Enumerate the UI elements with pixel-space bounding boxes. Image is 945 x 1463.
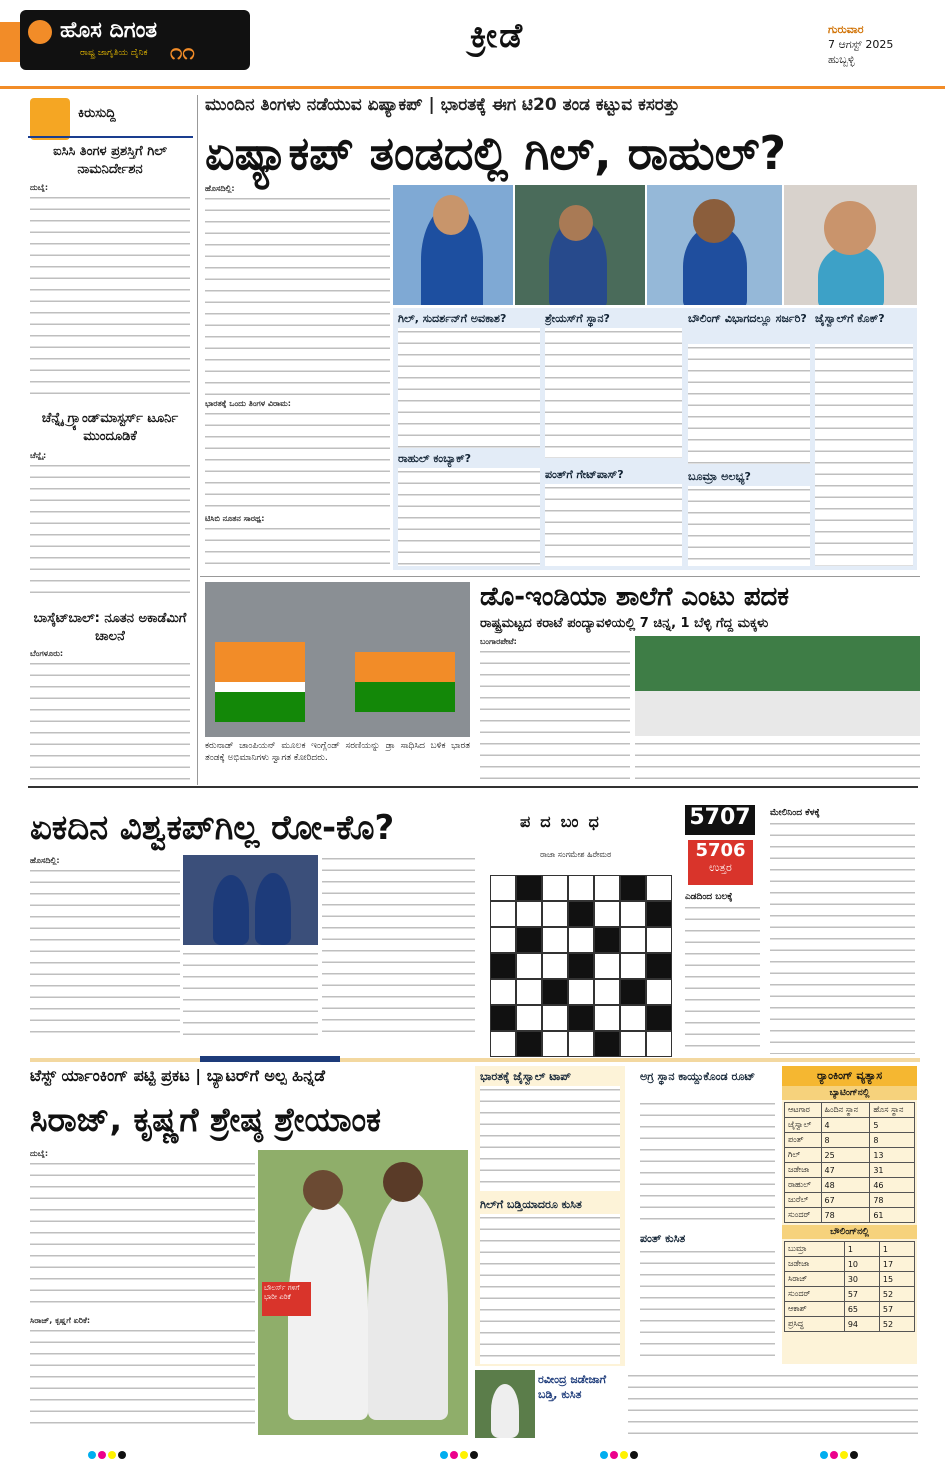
crossword-cell: [542, 979, 568, 1005]
batting-cell-old: 67: [821, 1193, 870, 1208]
crossword-setter: ರಾಜಾ ಸಂಗಮೇಶ ಹಿರೇಮಠ: [540, 850, 612, 859]
crossword-down-clues: [770, 820, 915, 1054]
crossword-across-clues: [685, 904, 760, 1054]
fans-caption: ಕರುನಾಡ್ ಚಾಂಪಿಯನ್ ಮೂಲಕ ಇಂಗ್ಲೆಂಡ್ ಸರಣಿಯನ್ನು ಡ್ರಾ ಸಾಧಿಸಿದ ಬಳಿಕ ಭಾರತ ತಂಡಕ್ಕೆ ಅಭಿಮಾನಿಗಳು ಸ್ವಾಗತ ಕೋರಿದರು.: [205, 741, 470, 763]
box-body-pant: [545, 484, 682, 566]
roko-body-col1: [30, 867, 180, 1037]
roko-body-col2: [183, 950, 318, 1037]
brief-title-chennai: ಚೆನ್ನೈ ಗ್ರ್ಯಾಂಡ್‌ಮಾಸ್ಟರ್ಸ್ ಟೂರ್ನಿ ಮುಂದೂಡಿಕೆ: [41, 411, 179, 444]
photo-karate-kids: [635, 636, 920, 736]
box-body-jaiswal: [815, 344, 913, 566]
crossword-cell[interactable]: [516, 953, 542, 979]
batting-row: [785, 1178, 915, 1193]
photo-rahul: [515, 185, 645, 305]
crossword-cell[interactable]: [594, 953, 620, 979]
crossword-cell: [490, 1005, 516, 1031]
crossword-prev-number: 5706: [695, 840, 746, 861]
bowling-cell-old: 30: [844, 1272, 879, 1287]
column-divider: [197, 95, 198, 785]
bowling-cell-old: 10: [844, 1257, 879, 1272]
box-title-jaiswal: ಜೈಸ್ವಾಲ್‌ಗೆ ಕೊಕ್?: [815, 312, 885, 325]
crossword-cell: [646, 901, 672, 927]
sidebar-rule: [28, 136, 193, 138]
jadeja-body: [628, 1372, 918, 1438]
ranking-table-title: ರ‍್ಯಾಂಕಿಂಗ್ ವ್ಯತ್ಯಾಸ: [782, 1066, 917, 1086]
bowling-cell-old: 1: [844, 1242, 879, 1257]
crossword-down-label: ಮೇಲಿನಿಂದ ಕೆಳಕ್ಕೆ: [770, 808, 820, 818]
batting-cell-new: 31: [870, 1163, 915, 1178]
crossword-grid[interactable]: [490, 875, 672, 1057]
crossword-cell[interactable]: [490, 875, 516, 901]
lead-body-col1b: [205, 410, 390, 510]
crossword-cell[interactable]: [646, 927, 672, 953]
crossword-cell: [646, 953, 672, 979]
crossword-cell[interactable]: [620, 953, 646, 979]
lead-body-col1: [205, 195, 390, 395]
brief-dateline-chennai: ಚೆನ್ನೈ:: [30, 451, 47, 460]
box-body-shreyas: [545, 328, 682, 458]
rankings-body-2: [30, 1327, 255, 1425]
bowling-cell-new: 57: [879, 1302, 914, 1317]
jadeja-caption: ರವೀಂದ್ರ ಜಡೇಜಾಗೆ ಬಡ್ತಿ, ಕುಸಿತ: [538, 1373, 607, 1401]
crossword-cell[interactable]: [594, 979, 620, 1005]
crossword-cell[interactable]: [620, 1005, 646, 1031]
photo-rohit-kohli: [183, 855, 318, 945]
bowling-cell-name: ಆಕಾಶ್: [785, 1302, 845, 1317]
crossword-cell[interactable]: [646, 1031, 672, 1057]
crossword-cell[interactable]: [620, 901, 646, 927]
batting-label: ಬ್ಯಾಟಿಂಗ್‌ನಲ್ಲಿ: [782, 1086, 917, 1100]
box-title-pant: ಪಂತ್‌ಗೆ ಗೇಟ್‌ಪಾಸ್?: [545, 468, 624, 481]
bowling-cell-new: 15: [879, 1272, 914, 1287]
box-title-rahul: ರಾಹುಲ್ ಕಂಬ್ಯಾಕ್?: [398, 452, 471, 465]
bowling-cell-new: 52: [879, 1287, 914, 1302]
issue-date: 7 ಆಗಸ್ಟ್ 2025: [828, 38, 894, 51]
crossword-cell: [620, 979, 646, 1005]
karate-dateline: ಬಂಗಾರಪೇಟೆ:: [480, 637, 517, 646]
crossword-cell[interactable]: [542, 1005, 568, 1031]
crossword-cell[interactable]: [542, 927, 568, 953]
bottom-section-rule-accent: [200, 1056, 340, 1062]
issue-day: ಗುರುವಾರ: [828, 23, 864, 36]
karate-headline: ಡೊ-ಇಂಡಿಯಾ ಶಾಲೆಗೆ ಎಂಟು ಪದಕ: [480, 582, 789, 612]
crossword-cell[interactable]: [646, 875, 672, 901]
batting-cell-new: 78: [870, 1193, 915, 1208]
crossword-cell[interactable]: [490, 901, 516, 927]
bowling-cell-name: ಪ್ರಸಿದ್ಧ: [785, 1317, 845, 1332]
batting-table: [784, 1102, 915, 1223]
batting-cell-new: 5: [870, 1118, 915, 1133]
batting-cell-name: ರಾಹುಲ್: [785, 1178, 822, 1193]
brief-body-basketball: [30, 660, 190, 780]
page-number: ೧೧: [170, 40, 195, 65]
bowling-row: [785, 1257, 915, 1272]
side-body-gill: [480, 1214, 620, 1364]
karate-caption: [635, 740, 920, 780]
lead-headline: ಏಷ್ಯಾಕಪ್ ತಂಡದಲ್ಲಿ ಗಿಲ್, ರಾಹುಲ್?: [205, 126, 787, 180]
crossword-cell[interactable]: [568, 875, 594, 901]
crossword-cell: [516, 1031, 542, 1057]
side-body-jaiswal: [480, 1086, 620, 1191]
page-rule: [28, 786, 918, 788]
crossword-number: 5707: [685, 805, 755, 835]
bowling-cell-old: 57: [844, 1287, 879, 1302]
crossword-across-label: ಎಡದಿಂದ ಬಲಕ್ಕೆ: [685, 892, 733, 902]
crossword-cell[interactable]: [620, 927, 646, 953]
bowling-cell-name: ಜಡೇಜಾ: [785, 1257, 845, 1272]
crossword-cell[interactable]: [594, 1005, 620, 1031]
photo-gill: [393, 185, 513, 305]
karate-subhead: ರಾಷ್ಟ್ರಮಟ್ಟದ ಕರಾಟೆ ಪಂದ್ಯಾವಳಿಯಲ್ಲಿ 7 ಚಿನ್ನ, 1 ಬೆಳ್ಳಿ ಗೆದ್ದ ಮಕ್ಕಳು: [480, 616, 769, 631]
batting-cell-name: ಪಂತ್: [785, 1133, 822, 1148]
batting-cell-new: 13: [870, 1148, 915, 1163]
batting-cell-name: ಸುಂದರ್: [785, 1208, 822, 1223]
ranking-table-box: [782, 1066, 917, 1364]
side-title-pant: ಪಂತ್ ಕುಸಿತ: [640, 1232, 686, 1245]
crossword-cell[interactable]: [516, 901, 542, 927]
side-title-root: ಅಗ್ರ ಸ್ಥಾನ ಕಾಯ್ದುಕೊಂಡ ರೂಟ್: [640, 1070, 756, 1083]
col-old: ಹಿಂದಿನ ಸ್ಥಾನ: [821, 1103, 870, 1118]
crossword-cell[interactable]: [516, 979, 542, 1005]
rankings-subhead: ಸಿರಾಜ್, ಕೃಷ್ಣಗೆ ಏರಿಕೆ:: [30, 1316, 91, 1325]
crossword-cell[interactable]: [542, 901, 568, 927]
registration-marks-2: [440, 1444, 480, 1463]
box-body-rahul: [398, 468, 540, 566]
section-rule: [200, 576, 920, 577]
batting-cell-name: ಗಿಲ್: [785, 1148, 822, 1163]
crossword-prev-answer: [688, 840, 753, 885]
crossword-cell: [490, 953, 516, 979]
crossword-cell: [568, 953, 594, 979]
batting-cell-old: 47: [821, 1163, 870, 1178]
brief-title-basketball: ಬಾಸ್ಕೆಟ್‌ಬಾಲ್: ನೂತನ ಅಕಾಡೆಮಿಗೆ ಚಾಲನೆ: [33, 611, 187, 644]
batting-cell-old: 25: [821, 1148, 870, 1163]
crossword-cell: [516, 875, 542, 901]
crossword-cell: [516, 927, 542, 953]
registration-marks-4: [820, 1444, 860, 1463]
date-block: [828, 22, 893, 67]
paper-name: ಹೊಸ ದಿಗಂತ: [60, 18, 158, 43]
side-body-root: [640, 1100, 775, 1225]
rankings-body-1: [30, 1160, 255, 1310]
crossword-cell: [646, 1005, 672, 1031]
logo-emblem-icon: [28, 20, 52, 44]
batting-row: [785, 1118, 915, 1133]
rankings-headline: ಸಿರಾಜ್, ಕೃಷ್ಣಗೆ ಶ್ರೇಷ್ಠ ಶ್ರೇಯಾಂಕ: [30, 1100, 381, 1139]
batting-cell-name: ಜೈಸ್ವಾಲ್: [785, 1118, 822, 1133]
karate-body: [480, 648, 630, 780]
batting-row: [785, 1208, 915, 1223]
bowling-row: [785, 1317, 915, 1332]
box-body-bowling: [688, 344, 810, 464]
bowling-row: [785, 1272, 915, 1287]
crossword-cell[interactable]: [516, 1005, 542, 1031]
bowling-row: [785, 1287, 915, 1302]
batting-row: [785, 1133, 915, 1148]
box-title-shreyas: ಶ್ರೇಯಸ್‌ಗೆ ಸ್ಥಾನ?: [545, 312, 610, 325]
crossword-cell[interactable]: [490, 979, 516, 1005]
bowling-cell-name: ಸುಂದರ್: [785, 1287, 845, 1302]
brief-body-chennai: [30, 462, 190, 602]
box-body-gill: [398, 328, 540, 448]
crossword-cell[interactable]: [542, 1031, 568, 1057]
crossword-cell[interactable]: [568, 927, 594, 953]
bowling-row: [785, 1242, 915, 1257]
crossword-cell[interactable]: [620, 1031, 646, 1057]
paper-logo[interactable]: [20, 10, 250, 70]
crossword-cell[interactable]: [594, 875, 620, 901]
batting-cell-new: 46: [870, 1178, 915, 1193]
crossword-cell[interactable]: [490, 1031, 516, 1057]
crossword-title: ಪದಬಂಧ: [520, 812, 609, 831]
batting-cell-old: 8: [821, 1133, 870, 1148]
photo-fans: [205, 582, 470, 737]
crossword-cell[interactable]: [594, 901, 620, 927]
photo-shreyas: [647, 185, 782, 305]
section-title: ಕ್ರೀಡೆ: [470, 16, 525, 56]
roko-headline: ಏಕದಿನ ವಿಶ್ವಕಪ್‌ಗಿಲ್ಲ ರೋ-ಕೊ?: [30, 808, 395, 848]
crossword-cell[interactable]: [568, 1031, 594, 1057]
bowling-cell-name: ಸಿರಾಜ್: [785, 1272, 845, 1287]
roko-body-col3: [322, 855, 475, 1037]
crossword-cell: [594, 927, 620, 953]
batting-cell-new: 61: [870, 1208, 915, 1223]
batting-cell-new: 8: [870, 1133, 915, 1148]
crossword-cell: [568, 1005, 594, 1031]
col-player: ಆಟಗಾರ: [785, 1103, 822, 1118]
brief-dateline-bengaluru: ಬೆಂಗಳೂರು:: [30, 649, 64, 658]
side-title-jaiswal: ಭಾರತಕ್ಕೆ ಜೈಸ್ವಾಲ್ ಟಾಪ್: [480, 1070, 571, 1083]
batting-cell-name: ಜಡೇಜಾ: [785, 1163, 822, 1178]
col-new: ಹೊಸ ಸ್ಥಾನ: [870, 1103, 915, 1118]
masthead-accent-bar: [0, 22, 20, 62]
bowling-cell-old: 65: [844, 1302, 879, 1317]
brief-dateline-dubai: ದುಬೈ:: [30, 183, 49, 192]
kirusuddi-label: ಕಿರುಸುದ್ದಿ: [78, 106, 116, 121]
bottom-section-rule: [30, 1058, 920, 1062]
batting-cell-old: 78: [821, 1208, 870, 1223]
crossword-cell[interactable]: [542, 953, 568, 979]
crossword-cell[interactable]: [646, 979, 672, 1005]
crossword-cell[interactable]: [542, 875, 568, 901]
box-title-bowling: ಬೌಲಿಂಗ್ ವಿಭಾಗದಲ್ಲೂ ಸರ್ಜರಿ?: [688, 312, 807, 325]
rankings-dateline: ದುಬೈ:: [30, 1149, 49, 1158]
paper-tagline: ರಾಷ್ಟ್ರ ಜಾಗೃತಿಯ ದೈನಿಕ: [80, 48, 148, 58]
bowling-cell-new: 1: [879, 1242, 914, 1257]
bowling-cell-new: 17: [879, 1257, 914, 1272]
box-title-gill: ಗಿಲ್, ಸುದರ್ಶನ್‌ಗೆ ಅವಕಾಶ?: [398, 312, 507, 325]
box-title-bumrah: ಬೂಮ್ರಾ ಅಲಭ್ಯ?: [688, 470, 751, 483]
batting-row: [785, 1163, 915, 1178]
crossword-prev-label: ಉತ್ತರ: [709, 861, 732, 874]
bowling-label: ಬೌಲಿಂಗ್‌ನಲ್ಲಿ: [782, 1225, 917, 1239]
registration-marks-1: [88, 1444, 128, 1463]
crossword-cell: [568, 901, 594, 927]
lead-body-col1c: [205, 525, 390, 570]
issue-city: ಹುಬ್ಬಳ್ಳಿ: [828, 53, 855, 66]
crossword-cell: [594, 1031, 620, 1057]
batting-cell-name: ಜುರೆಲ್: [785, 1193, 822, 1208]
batting-cell-old: 4: [821, 1118, 870, 1133]
bowling-table: [784, 1241, 915, 1332]
bowling-cell-old: 94: [844, 1317, 879, 1332]
lead-subhead-rest: ಭಾರತಕ್ಕೆ ಒಂದು ತಿಂಗಳ ವಿರಾಮ:: [205, 399, 291, 408]
crossword-cell[interactable]: [568, 979, 594, 1005]
roko-dateline: ಹೊಸದಿಲ್ಲಿ:: [30, 856, 60, 865]
batting-cell-old: 48: [821, 1178, 870, 1193]
lead-dateline: ಹೊಸದಿಲ್ಲಿ:: [205, 184, 235, 193]
batting-row: [785, 1193, 915, 1208]
crossword-cell[interactable]: [490, 927, 516, 953]
box-body-bumrah: [688, 486, 810, 566]
photo-tag: ಬೌಲರ್ಸ್ ಗಳಿಗೆ ಭಾರೀ ಏರಿಕೆ: [262, 1282, 311, 1316]
bowling-row: [785, 1302, 915, 1317]
crossword-cell: [620, 875, 646, 901]
lead-subhead-tcb: ಟಿಸಿಬಿ ನೂತನ ಸಾರಥ್ಯ:: [205, 514, 265, 523]
side-title-gill: ಗಿಲ್‌ಗೆ ಬಡ್ತಿಯಾದರೂ ಕುಸಿತ: [480, 1198, 582, 1211]
rankings-kicker: ಟೆಸ್ಟ್ ರ್ಯಾಂಕಿಂಗ್ ಪಟ್ಟಿ ಪ್ರಕಟ | ಬ್ಯಾಟರ‍್‌ಗೆ ಅಲ್ಪ ಹಿನ್ನಡೆ: [30, 1066, 326, 1085]
brief-title-gil: ಐಸಿಸಿ ತಿಂಗಳ ಪ್ರಶಸ್ತಿಗೆ ಗಿಲ್ ನಾಮನಿರ್ದೇಶನ: [53, 144, 167, 177]
thumbs-hand-icon: [30, 98, 70, 140]
batting-row: [785, 1148, 915, 1163]
side-body-pant: [640, 1248, 775, 1363]
bowling-cell-new: 52: [879, 1317, 914, 1332]
registration-marks-3: [600, 1444, 640, 1463]
brief-body-gil: [30, 194, 190, 404]
lead-kicker: ಮುಂದಿನ ತಿಂಗಳು ನಡೆಯುವ ಏಷ್ಯಾಕಪ್ | ಭಾರತಕ್ಕೆ ಈಗ ಟಿ20 ತಂಡ ಕಟ್ಟುವ ಕಸರತ್ತು: [205, 95, 680, 115]
bowling-cell-name: ಬುಮ್ರಾ: [785, 1242, 845, 1257]
photo-jadeja: [475, 1370, 535, 1438]
photo-pant: [784, 185, 917, 305]
